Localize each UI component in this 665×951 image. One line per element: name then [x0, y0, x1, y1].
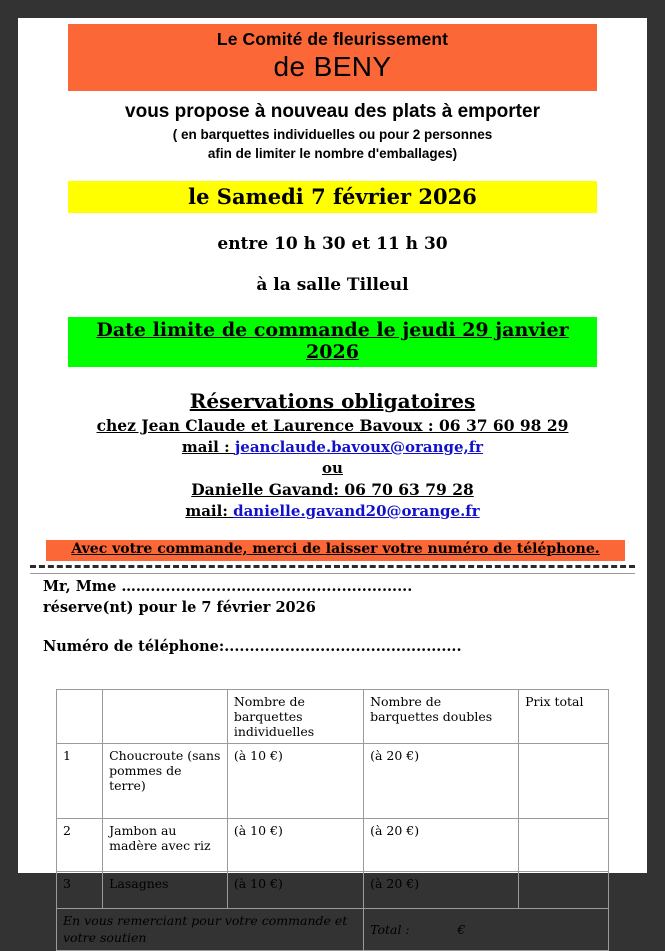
- cut-here-divider: [30, 565, 635, 574]
- reservation-date-line: réserve(nt) pour le 7 février 2026: [43, 598, 316, 616]
- event-date-banner: le Samedi 7 février 2026: [68, 181, 597, 214]
- contact-bavoux-text: chez Jean Claude et Laurence Bavoux : 06 37 60 98 29: [96, 416, 569, 435]
- mail-bavoux-row: [18, 438, 647, 456]
- row-dish-name: Lasagnes: [103, 871, 228, 908]
- reservations-title: Réservations obligatoires: [189, 389, 476, 413]
- flyer-content: [18, 24, 647, 951]
- mail-label-2: mail:: [185, 502, 234, 520]
- table-row: [57, 871, 609, 908]
- row-double-price[interactable]: (à 20 €): [364, 743, 519, 818]
- row-total-price[interactable]: [519, 818, 609, 871]
- row-index: 3: [57, 871, 103, 908]
- table-row: [57, 743, 609, 818]
- packaging-note-line1: ( en barquettes individuelles ou pour 2 personnes: [172, 126, 493, 142]
- contact-bavoux: [18, 416, 647, 435]
- organization-name-line1: Le Comité de fleurissement: [216, 29, 449, 49]
- contact-separator-text: ou: [322, 459, 343, 477]
- row-index: 1: [57, 743, 103, 818]
- event-place: à la salle Tilleul: [256, 275, 409, 296]
- header-number: [57, 689, 103, 743]
- document-page: [18, 18, 647, 945]
- mail-gavand-row: [18, 502, 647, 520]
- email-link-bavoux[interactable]: jeanclaude.bavoux@orange,fr: [234, 438, 484, 456]
- row-dish-name: Choucroute (sans pommes de terre): [103, 743, 228, 818]
- table-row: [57, 818, 609, 871]
- header-total-price: Prix total: [519, 689, 609, 743]
- grand-total-cell[interactable]: Total : €: [364, 908, 609, 951]
- row-individual-price[interactable]: (à 10 €): [227, 818, 363, 871]
- row-double-price[interactable]: (à 20 €): [364, 871, 519, 908]
- order-table: [56, 689, 609, 951]
- contact-separator: [18, 459, 647, 477]
- row-dish-name: Jambon au madère avec riz: [103, 818, 228, 871]
- packaging-note-line2: afin de limiter le nombre d'emballages): [207, 145, 458, 161]
- row-double-price[interactable]: (à 20 €): [364, 818, 519, 871]
- customer-name-field[interactable]: Mr, Mme …….................…................................: [43, 577, 413, 595]
- contact-gavand-text: Danielle Gavand: 06 70 63 79 28: [191, 480, 474, 499]
- row-index: 2: [57, 818, 103, 871]
- phone-notice-banner: [46, 540, 625, 561]
- reservations-block: [18, 389, 647, 520]
- row-total-price[interactable]: [519, 871, 609, 908]
- mail-label-1: mail :: [181, 438, 235, 456]
- row-total-price[interactable]: [519, 743, 609, 818]
- header-individual-portions: Nombre de barquettes individuelles: [227, 689, 363, 743]
- contact-gavand: [18, 480, 647, 499]
- row-individual-price[interactable]: (à 10 €): [227, 743, 363, 818]
- phone-notice-text: Avec votre commande, merci de laisser votre numéro de téléphone.: [71, 541, 600, 557]
- proposal-text: vous propose à nouveau des plats à emporter: [125, 100, 540, 122]
- organization-name-line2: de BENY: [273, 50, 392, 82]
- row-individual-price[interactable]: (à 10 €): [227, 871, 363, 908]
- header-banner: [68, 24, 597, 91]
- email-link-gavand[interactable]: danielle.gavand20@orange.fr: [233, 502, 480, 520]
- header-double-portions: Nombre de barquettes doubles: [364, 689, 519, 743]
- order-deadline-text: Date limite de commande le jeudi 29 janvier 2026: [96, 319, 569, 363]
- table-header-row: [57, 689, 609, 743]
- thank-you-message: En vous remerciant pour votre commande et votre soutien: [57, 908, 364, 951]
- header-dish: [103, 689, 228, 743]
- order-deadline-banner: [68, 317, 597, 367]
- event-time: entre 10 h 30 et 11 h 30: [217, 234, 448, 255]
- customer-phone-field[interactable]: Numéro de téléphone:...............................................: [43, 637, 462, 655]
- table-footer-row: [57, 908, 609, 951]
